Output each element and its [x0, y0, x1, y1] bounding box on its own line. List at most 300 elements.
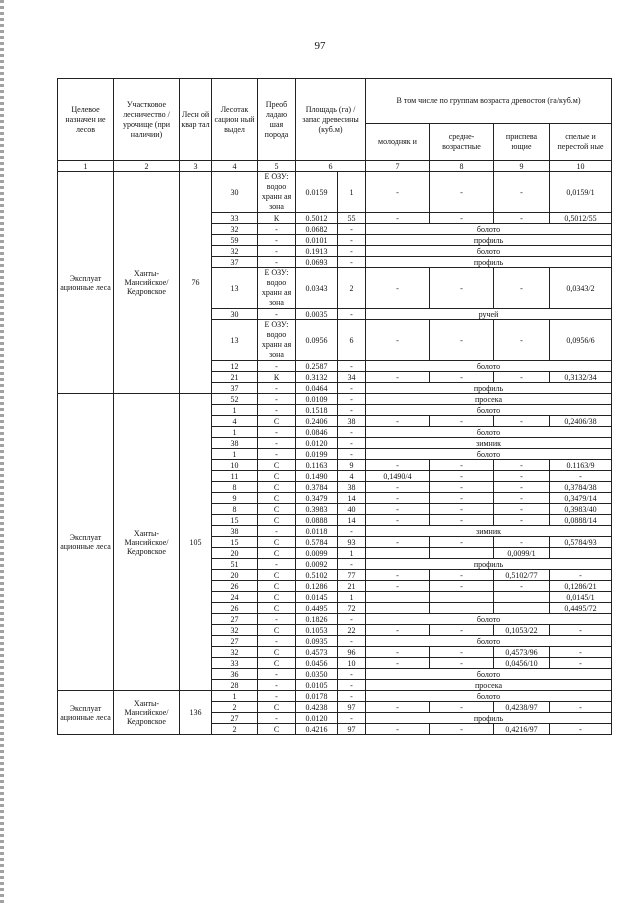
area-cell: 0.5784 [296, 537, 338, 548]
stock-cell: - [338, 257, 366, 268]
young-cell [366, 603, 430, 614]
plot-cell: 26 [212, 603, 258, 614]
premature-cell: - [494, 372, 550, 383]
species-cell: С [258, 471, 296, 482]
note-cell: болото [366, 405, 612, 416]
stock-cell: 21 [338, 581, 366, 592]
col-number: 2 [114, 161, 180, 172]
species-cell: - [258, 438, 296, 449]
middle-cell: - [430, 460, 494, 471]
note-cell: болото [366, 449, 612, 460]
stock-cell: 34 [338, 372, 366, 383]
note-cell: болото [366, 427, 612, 438]
species-cell: С [258, 658, 296, 669]
area-cell: 0.0343 [296, 268, 338, 309]
premature-cell: - [494, 515, 550, 526]
species-cell: С [258, 493, 296, 504]
mature-cell: 0,0343/2 [550, 268, 612, 309]
middle-cell: - [430, 471, 494, 482]
area-cell: 0.0888 [296, 515, 338, 526]
stock-cell: - [338, 361, 366, 372]
plot-cell: 37 [212, 383, 258, 394]
middle-cell: - [430, 268, 494, 309]
species-cell: С [258, 537, 296, 548]
species-cell: - [258, 680, 296, 691]
col-number: 1 [58, 161, 114, 172]
plot-cell: 36 [212, 669, 258, 680]
note-cell: ручей [366, 309, 612, 320]
species-cell: Е ОЗУ: водоо хранн ая зона [258, 268, 296, 309]
area-cell: 0.4495 [296, 603, 338, 614]
young-cell [366, 592, 430, 603]
header-species: Преоб ладаю шая порода [258, 79, 296, 161]
species-cell: С [258, 625, 296, 636]
stock-cell: - [338, 449, 366, 460]
species-cell: - [258, 636, 296, 647]
young-cell: - [366, 515, 430, 526]
plot-cell: 15 [212, 515, 258, 526]
area-cell: 0.0199 [296, 449, 338, 460]
plot-cell: 8 [212, 504, 258, 515]
forestry-cell: Ханты- Мансийское/ Кедровское [114, 172, 180, 394]
plot-cell: 1 [212, 449, 258, 460]
species-cell: - [258, 361, 296, 372]
stock-cell: 72 [338, 603, 366, 614]
middle-cell: - [430, 581, 494, 592]
header-mature: спелые и перестой ные [550, 124, 612, 161]
young-cell: - [366, 460, 430, 471]
young-cell: - [366, 320, 430, 361]
plot-cell: 20 [212, 570, 258, 581]
forestry-cell: Ханты- Мансийское/ Кедровское [114, 394, 180, 691]
premature-cell: - [494, 581, 550, 592]
col-number: 7 [366, 161, 430, 172]
stock-cell: - [338, 614, 366, 625]
premature-cell: - [494, 213, 550, 224]
purpose-cell: Эксплуат ационные леса [58, 172, 114, 394]
area-cell: 0.1053 [296, 625, 338, 636]
young-cell: 0,1490/4 [366, 471, 430, 482]
mature-cell: - [550, 471, 612, 482]
forest-inventory-table [57, 78, 612, 735]
species-cell: С [258, 504, 296, 515]
stock-cell: 2 [338, 268, 366, 309]
middle-cell: - [430, 482, 494, 493]
premature-cell [494, 603, 550, 614]
plot-cell: 13 [212, 320, 258, 361]
middle-cell: - [430, 213, 494, 224]
middle-cell: - [430, 658, 494, 669]
young-cell: - [366, 268, 430, 309]
plot-cell: 21 [212, 372, 258, 383]
header-age-groups: В том числе по группам возраста древостоя (га/куб.м) [366, 79, 612, 124]
plot-cell: 30 [212, 172, 258, 213]
premature-cell: - [494, 172, 550, 213]
note-cell: болото [366, 636, 612, 647]
young-cell: - [366, 213, 430, 224]
middle-cell [430, 592, 494, 603]
plot-cell: 8 [212, 482, 258, 493]
species-cell: - [258, 257, 296, 268]
plot-cell: 32 [212, 246, 258, 257]
plot-cell: 1 [212, 427, 258, 438]
plot-cell: 1 [212, 691, 258, 702]
plot-cell: 28 [212, 680, 258, 691]
stock-cell: 4 [338, 471, 366, 482]
mature-cell: 0,5012/55 [550, 213, 612, 224]
middle-cell: - [430, 724, 494, 735]
young-cell: - [366, 372, 430, 383]
note-cell: болото [366, 691, 612, 702]
stock-cell: - [338, 526, 366, 537]
col-number: 9 [494, 161, 550, 172]
area-cell: 0.0118 [296, 526, 338, 537]
col-number: 8 [430, 161, 494, 172]
species-cell: - [258, 309, 296, 320]
mature-cell: 0,0956/6 [550, 320, 612, 361]
species-cell: - [258, 405, 296, 416]
area-cell: 0.0099 [296, 548, 338, 559]
young-cell: - [366, 416, 430, 427]
species-cell: С [258, 702, 296, 713]
middle-cell [430, 603, 494, 614]
area-cell: 0.4573 [296, 647, 338, 658]
plot-cell: 26 [212, 581, 258, 592]
young-cell: - [366, 658, 430, 669]
col-number: 5 [258, 161, 296, 172]
mature-cell: 0.1163/9 [550, 460, 612, 471]
note-cell: болото [366, 614, 612, 625]
header-area: Площадь (га) /запас древесины (куб.м) [296, 79, 366, 161]
species-cell: - [258, 559, 296, 570]
plot-cell: 37 [212, 257, 258, 268]
mature-cell: - [550, 570, 612, 581]
species-cell: К [258, 372, 296, 383]
column-numbers-row [58, 161, 612, 172]
plot-cell: 51 [212, 559, 258, 570]
stock-cell: 14 [338, 515, 366, 526]
premature-cell: 0,0099/1 [494, 548, 550, 559]
note-cell: профиль [366, 257, 612, 268]
area-cell: 0.1913 [296, 246, 338, 257]
young-cell: - [366, 702, 430, 713]
stock-cell: - [338, 669, 366, 680]
plot-cell: 38 [212, 526, 258, 537]
species-cell: - [258, 246, 296, 257]
area-cell: 0.1518 [296, 405, 338, 416]
young-cell: - [366, 537, 430, 548]
species-cell: - [258, 713, 296, 724]
area-cell: 0.0693 [296, 257, 338, 268]
header-purpose: Целевое назначен ие лесов [58, 79, 114, 161]
area-cell: 0.4238 [296, 702, 338, 713]
area-cell: 0.0035 [296, 309, 338, 320]
plot-cell: 11 [212, 471, 258, 482]
mature-cell: 0,4495/72 [550, 603, 612, 614]
plot-cell: 2 [212, 724, 258, 735]
stock-cell: 9 [338, 460, 366, 471]
premature-cell: - [494, 268, 550, 309]
area-cell: 0.1286 [296, 581, 338, 592]
mature-cell: - [550, 658, 612, 669]
table-row [58, 394, 612, 405]
plot-cell: 32 [212, 647, 258, 658]
table-row [58, 172, 612, 213]
area-cell: 0.1490 [296, 471, 338, 482]
plot-cell: 27 [212, 636, 258, 647]
area-cell: 0.0846 [296, 427, 338, 438]
forestry-cell: Ханты- Мансийское/ Кедровское [114, 691, 180, 735]
mature-cell: 0,3983/40 [550, 504, 612, 515]
col-number: 6 [296, 161, 366, 172]
header-young: молодняк и [366, 124, 430, 161]
premature-cell: - [494, 482, 550, 493]
stock-cell: - [338, 224, 366, 235]
young-cell: - [366, 581, 430, 592]
area-cell: 0.0464 [296, 383, 338, 394]
stock-cell: - [338, 680, 366, 691]
premature-cell: 0,5102/77 [494, 570, 550, 581]
plot-cell: 38 [212, 438, 258, 449]
plot-cell: 30 [212, 309, 258, 320]
stock-cell: 6 [338, 320, 366, 361]
young-cell: - [366, 724, 430, 735]
quarter-cell: 105 [180, 394, 212, 691]
stock-cell: - [338, 235, 366, 246]
middle-cell: - [430, 570, 494, 581]
middle-cell: - [430, 416, 494, 427]
area-cell: 0.0456 [296, 658, 338, 669]
premature-cell: - [494, 537, 550, 548]
header-quarter: Лесн ой квар тал [180, 79, 212, 161]
species-cell: - [258, 669, 296, 680]
species-cell: - [258, 383, 296, 394]
mature-cell: 0,3479/14 [550, 493, 612, 504]
note-cell: просека [366, 680, 612, 691]
species-cell: - [258, 691, 296, 702]
middle-cell: - [430, 320, 494, 361]
area-cell: 0.5102 [296, 570, 338, 581]
species-cell: С [258, 460, 296, 471]
stock-cell: - [338, 246, 366, 257]
premature-cell: - [494, 504, 550, 515]
species-cell: - [258, 449, 296, 460]
stock-cell: - [338, 691, 366, 702]
premature-cell: - [494, 460, 550, 471]
middle-cell: - [430, 647, 494, 658]
stock-cell: - [338, 405, 366, 416]
area-cell: 0.3983 [296, 504, 338, 515]
header-premature: приспева ющие [494, 124, 550, 161]
stock-cell: 97 [338, 702, 366, 713]
area-cell: 0.3784 [296, 482, 338, 493]
stock-cell: 93 [338, 537, 366, 548]
plot-cell: 9 [212, 493, 258, 504]
premature-cell: 0,4216/97 [494, 724, 550, 735]
area-cell: 0.0178 [296, 691, 338, 702]
stock-cell: - [338, 394, 366, 405]
purpose-cell: Эксплуат ационные леса [58, 691, 114, 735]
middle-cell: - [430, 625, 494, 636]
young-cell: - [366, 172, 430, 213]
premature-cell: - [494, 471, 550, 482]
stock-cell: 14 [338, 493, 366, 504]
stock-cell: - [338, 383, 366, 394]
species-cell: - [258, 224, 296, 235]
purpose-cell: Эксплуат ационные леса [58, 394, 114, 691]
quarter-cell: 76 [180, 172, 212, 394]
young-cell: - [366, 504, 430, 515]
mature-cell: 0,3132/34 [550, 372, 612, 383]
area-cell: 0.2406 [296, 416, 338, 427]
stock-cell: 38 [338, 482, 366, 493]
stock-cell: - [338, 559, 366, 570]
species-cell: - [258, 427, 296, 438]
species-cell: С [258, 592, 296, 603]
note-cell: болото [366, 246, 612, 257]
note-cell: профиль [366, 235, 612, 246]
species-cell: С [258, 603, 296, 614]
species-cell: С [258, 647, 296, 658]
middle-cell: - [430, 702, 494, 713]
plot-cell: 27 [212, 713, 258, 724]
stock-cell: 55 [338, 213, 366, 224]
middle-cell: - [430, 504, 494, 515]
note-cell: болото [366, 361, 612, 372]
species-cell: Е ОЗУ: водоо хранн ая зона [258, 172, 296, 213]
species-cell: - [258, 235, 296, 246]
mature-cell: - [550, 724, 612, 735]
note-cell: просека [366, 394, 612, 405]
plot-cell: 27 [212, 614, 258, 625]
table-body [58, 172, 612, 735]
premature-cell: 0,4238/97 [494, 702, 550, 713]
stock-cell: - [338, 309, 366, 320]
plot-cell: 4 [212, 416, 258, 427]
note-cell: зимник [366, 526, 612, 537]
mature-cell: - [550, 625, 612, 636]
premature-cell: 0,0456/10 [494, 658, 550, 669]
mature-cell [550, 548, 612, 559]
young-cell: - [366, 647, 430, 658]
stock-cell: 1 [338, 172, 366, 213]
binding-edge [0, 0, 4, 905]
premature-cell: 0,1053/22 [494, 625, 550, 636]
area-cell: 0.3479 [296, 493, 338, 504]
stock-cell: 38 [338, 416, 366, 427]
species-cell: К [258, 213, 296, 224]
species-cell: С [258, 515, 296, 526]
area-cell: 0.0105 [296, 680, 338, 691]
premature-cell: - [494, 320, 550, 361]
mature-cell: 0,0159/1 [550, 172, 612, 213]
plot-cell: 33 [212, 213, 258, 224]
plot-cell: 20 [212, 548, 258, 559]
mature-cell: 0,3784/38 [550, 482, 612, 493]
middle-cell: - [430, 493, 494, 504]
premature-cell [494, 592, 550, 603]
page-number: 97 [314, 40, 326, 52]
area-cell: 0.0120 [296, 438, 338, 449]
stock-cell: 97 [338, 724, 366, 735]
stock-cell: - [338, 636, 366, 647]
mature-cell: 0,2406/38 [550, 416, 612, 427]
plot-cell: 32 [212, 224, 258, 235]
species-cell: С [258, 482, 296, 493]
plot-cell: 59 [212, 235, 258, 246]
stock-cell: 40 [338, 504, 366, 515]
note-cell: профиль [366, 713, 612, 724]
col-number: 3 [180, 161, 212, 172]
plot-cell: 32 [212, 625, 258, 636]
premature-cell: - [494, 493, 550, 504]
quarter-cell: 136 [180, 691, 212, 735]
area-cell: 0.0092 [296, 559, 338, 570]
middle-cell [430, 548, 494, 559]
middle-cell: - [430, 172, 494, 213]
young-cell [366, 548, 430, 559]
young-cell: - [366, 570, 430, 581]
stock-cell: - [338, 713, 366, 724]
area-cell: 0.0682 [296, 224, 338, 235]
middle-cell: - [430, 515, 494, 526]
mature-cell: 0,0888/14 [550, 515, 612, 526]
note-cell: болото [366, 669, 612, 680]
plot-cell: 13 [212, 268, 258, 309]
plot-cell: 33 [212, 658, 258, 669]
stock-cell: 10 [338, 658, 366, 669]
header-middle: средне- возрастные [430, 124, 494, 161]
col-number: 10 [550, 161, 612, 172]
area-cell: 0.2587 [296, 361, 338, 372]
young-cell: - [366, 625, 430, 636]
table-row [58, 691, 612, 702]
area-cell: 0.5012 [296, 213, 338, 224]
mature-cell: 0,1286/21 [550, 581, 612, 592]
mature-cell: 0,0145/1 [550, 592, 612, 603]
area-cell: 0.0109 [296, 394, 338, 405]
species-cell: С [258, 724, 296, 735]
stock-cell: 22 [338, 625, 366, 636]
stock-cell: - [338, 438, 366, 449]
mature-cell: 0,5784/93 [550, 537, 612, 548]
note-cell: профиль [366, 559, 612, 570]
stock-cell: 77 [338, 570, 366, 581]
col-number: 4 [212, 161, 258, 172]
mature-cell: - [550, 702, 612, 713]
young-cell: - [366, 493, 430, 504]
area-cell: 0.3132 [296, 372, 338, 383]
species-cell: С [258, 581, 296, 592]
note-cell: профиль [366, 383, 612, 394]
plot-cell: 2 [212, 702, 258, 713]
stock-cell: 1 [338, 548, 366, 559]
plot-cell: 1 [212, 405, 258, 416]
area-cell: 0.0159 [296, 172, 338, 213]
header-plot: Лесотак сацион ный выдел [212, 79, 258, 161]
plot-cell: 12 [212, 361, 258, 372]
premature-cell: - [494, 416, 550, 427]
species-cell: Е ОЗУ: водоо хранн ая зона [258, 320, 296, 361]
middle-cell: - [430, 537, 494, 548]
plot-cell: 24 [212, 592, 258, 603]
area-cell: 0.0101 [296, 235, 338, 246]
premature-cell: 0,4573/96 [494, 647, 550, 658]
header-forestry: Участковое лесничество /урочище (при наличии) [114, 79, 180, 161]
plot-cell: 15 [212, 537, 258, 548]
species-cell: С [258, 548, 296, 559]
area-cell: 0.0120 [296, 713, 338, 724]
